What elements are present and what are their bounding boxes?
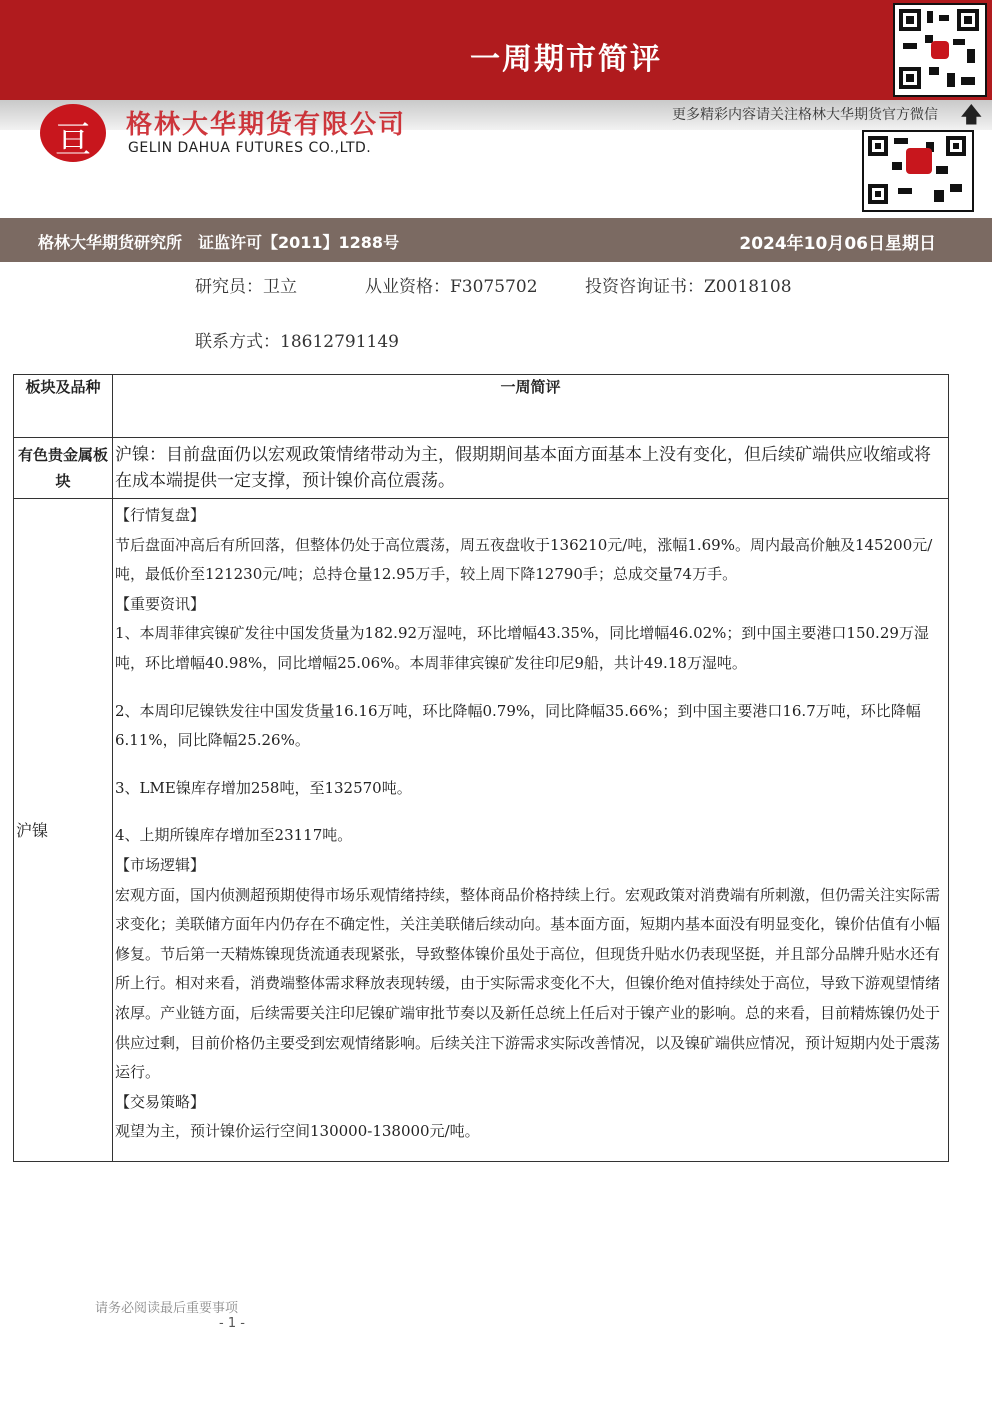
review-text: 节后盘面冲高后有所回落，但整体仍处于高位震荡，周五夜盘收于136210元/吨，涨幅1.69%。周内最高价触及145200元/吨，最低价至121230元/吨；总持仓量12.95万手，较上周下降12790手；总成交量74万手。 — [115, 535, 933, 584]
weekly-review-table — [13, 374, 949, 1162]
qualification: 从业资格：F3075702 — [365, 277, 538, 297]
header-banner — [0, 0, 992, 100]
company-logo — [40, 104, 106, 162]
sector-summary: 沪镍：目前盘面仍以宏观政策情绪带动为主，假期期间基本面方面基本上没有变化，但后续矿端供应收缩或将在成本端提供一定支撑，预计镍价高位震荡。 — [113, 438, 949, 499]
report-date: 2024年10月06日星期日 — [739, 234, 936, 254]
report-title: 一周期市简评 — [470, 42, 662, 77]
disclaimer-note: 请务必阅读最后重要事项 — [95, 1301, 239, 1316]
logic-title: 【市场逻辑】 — [115, 855, 206, 874]
sector-summary-row — [14, 438, 949, 499]
arrow-up-icon: 🡅 — [960, 103, 983, 128]
header-sector-product: 板块及品种 — [14, 375, 113, 438]
table-header-row — [14, 375, 949, 438]
logo-mark: 亘 — [54, 120, 91, 161]
review-title: 【行情复盘】 — [115, 506, 206, 524]
product-row — [14, 499, 949, 1162]
product-label: 沪镍 — [14, 499, 113, 1162]
news-item-1: 1、本周菲律宾镍矿发往中国发货量为182.92万湿吨，环比增幅43.35%，同比增幅46.02%；到中国主要港口150.29万湿吨，环比增幅40.98%，同比增幅25.06%。本周菲律宾镍矿发往印尼9船，共计49.18万湿吨。 — [115, 624, 929, 672]
wechat-follow-note: 更多精彩内容请关注格林大华期货官方微信 — [672, 107, 938, 123]
news-item-4: 4、上期所镍库存增加至23117吨。 — [115, 826, 353, 845]
qr-code-wechat — [862, 130, 974, 212]
logic-text: 宏观方面，国内侦测超预期使得市场乐观情绪持续，整体商品价格持续上行。宏观政策对消费端有所刺激，但仍需关注实际需求变化；美联储方面年内仍存在不确定性，关注美联储后续动向。基本面方面，短期内基本面没有明显变化，镍价估值有小幅修复。节后第一天精炼镍现货流通表现紧张，导致整体镍价虽处于高位，但现货升贴水仍表现坚挺，并且部分品牌升贴水还有所上行。相对来看，消费端整体需求释放表现转缓，由于实际需求变化不大，但镍价绝对值持续处于高位，导致下游观望情绪浓厚。产业链方面，后续需要关注印尼镍矿端审批节奏以及新任总统上任后对于镍产业的影响。总的来看，目前精炼镍仍处于供应过剩，目前价格仍主要受到宏观情绪影响。后续关注下游需求实际改善情况，以及镍矿端供应情况，预计短期内处于震荡运行。 — [115, 885, 941, 1082]
researcher: 研究员：卫立 — [195, 277, 297, 297]
news-title: 【重要资讯】 — [115, 594, 206, 613]
news-item-2: 2、本周印尼镍铁发往中国发货量16.16万吨，环比降幅0.79%，同比降幅35.66%；到中国主要港口16.7万吨，环比降幅6.11%，同比降幅25.26%。 — [115, 701, 921, 750]
company-name-en: GELIN DAHUA FUTURES CO.,LTD. — [128, 140, 372, 156]
product-content — [113, 499, 949, 1162]
contact-info: 联系方式：18612791149 — [195, 332, 399, 352]
strategy-text: 观望为主，预计镍价运行空间130000-138000元/吨。 — [115, 1122, 480, 1141]
news-item-3: 3、LME镍库存增加258吨，至132570吨。 — [115, 778, 412, 797]
strategy-title: 【交易策略】 — [115, 1092, 206, 1111]
header-weekly-review: 一周简评 — [113, 375, 949, 438]
qr-code-top — [893, 3, 987, 97]
page-number: - 1 - — [219, 1316, 245, 1331]
advisory-certificate: 投资咨询证书：Z0018108 — [585, 277, 792, 297]
institute-license: 格林大华期货研究所 证监许可【2011】1288号 — [38, 233, 400, 252]
company-name-cn: 格林大华期货有限公司 — [126, 110, 407, 140]
info-bar — [0, 218, 992, 262]
sector-label: 有色贵金属板块 — [14, 438, 113, 499]
